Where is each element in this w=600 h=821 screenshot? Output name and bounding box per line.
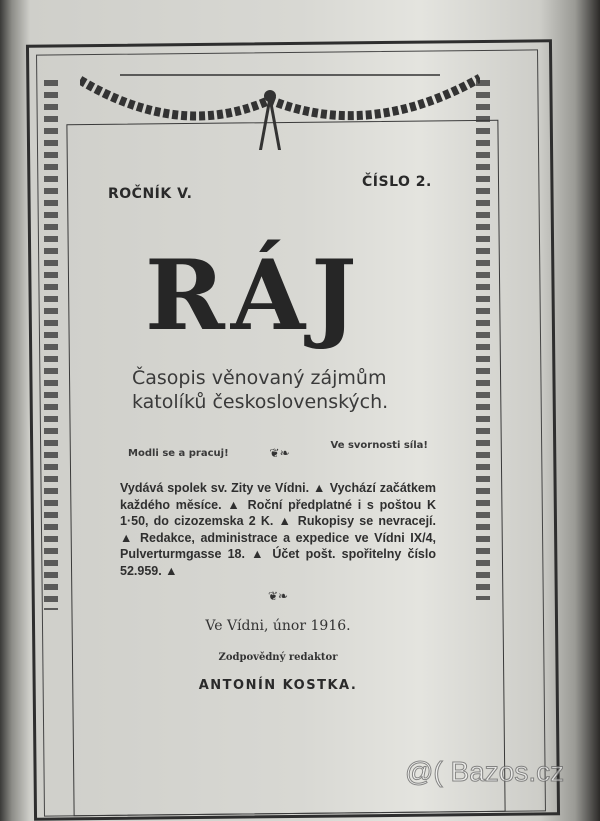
magazine-title: RÁJ — [145, 239, 363, 352]
left-rose-border — [44, 80, 58, 610]
editor-name: ANTONÍN KOSTKA. — [198, 678, 358, 693]
lower-section — [120, 480, 436, 694]
motto-left: Modli se a pracuj! — [128, 448, 229, 459]
watermark: @( Bazos.cz — [405, 756, 565, 787]
subtitle-line-2: katolíků československých. — [132, 391, 389, 413]
issue-number: ČÍSLO 2. — [362, 174, 432, 190]
garland-ornament-icon — [80, 70, 480, 150]
floral-ornament-icon: ❦❧ — [267, 589, 289, 603]
place-date: Ve Vídni, únor 1916. — [205, 618, 351, 634]
editor-label: Zodpovědný redaktor — [218, 652, 338, 663]
motto-right: Ve svornosti síla! — [330, 440, 428, 451]
subtitle — [132, 366, 388, 414]
subtitle-line-1: Časopis věnovaný zájmům — [132, 367, 387, 389]
publisher-info: Vydává spolek sv. Zity ve Vídni. ▲ Vychází začátkem každého měsíce. ▲ Roční předplatné i s poštou K 1·50, do cizozemska 2 K. ▲ Rukopisy se nevracejí. ▲ Redakce, administrace a expedice ve Vídni IX/4, Pulverturmgasse 18. ▲ Účet pošt. spořitelny číslo 52.959. ▲ — [120, 481, 436, 578]
mottos-row — [128, 440, 428, 460]
volume-number: ROČNÍK V. — [108, 186, 193, 202]
floral-ornament-icon: ❦❧ — [269, 446, 290, 460]
inner-border-frame — [66, 120, 505, 816]
